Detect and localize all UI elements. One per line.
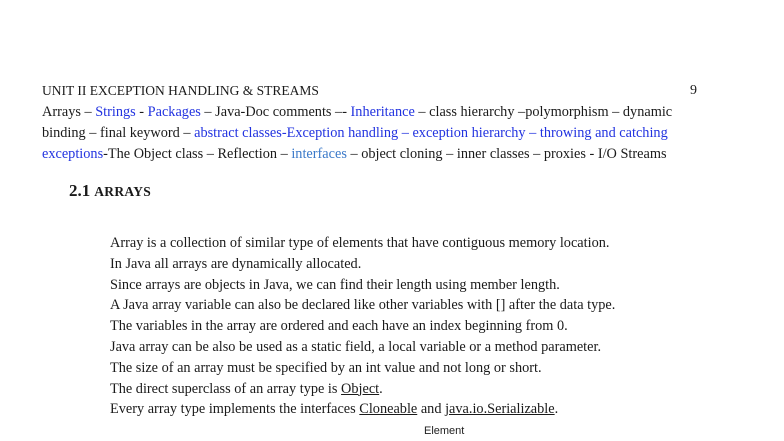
syllabus-text: -The Object class – Reflection – [103, 146, 292, 162]
syllabus-paragraph [42, 102, 780, 165]
syllabus-text: – class hierarchy –polymorphism – dynamic [414, 104, 673, 120]
list-item: Since arrays are objects in Java, we can find their length using member length. [110, 276, 560, 293]
list-item: Array is a collection of similar type of elements that have contiguous memory location. [110, 235, 610, 251]
unit-title: UNIT II EXCEPTION HANDLING & STREAMS [42, 83, 319, 98]
syllabus-text: – Java-Doc comments –- [200, 104, 351, 120]
list-item: Java array can be also be used as a static field, a local variable or a method parameter. [110, 338, 602, 355]
exceptions-link[interactable]: exceptions [42, 146, 104, 162]
interfaces-link[interactable]: interfaces [291, 146, 347, 162]
object-link[interactable]: Object [341, 380, 380, 397]
list-item: The variables in the array are ordered and each have an index beginning from 0. [110, 318, 568, 335]
inheritance-link[interactable]: Inheritance [350, 104, 415, 120]
syllabus-text: Arrays – [42, 104, 96, 120]
serializable-link[interactable]: java.io.Serializable [445, 401, 555, 418]
abstract-classes-exception-link[interactable]: abstract classes-Exception handling – exception hierarchy – throwing and catching [194, 125, 668, 141]
list-item: A Java array variable can also be declared like other variables with [] after the data type. [110, 297, 616, 314]
strings-link[interactable]: Strings [95, 104, 136, 120]
syllabus-text: binding – final keyword – [42, 125, 195, 141]
list-item: The size of an array must be specified by an int value and not long or short. [110, 359, 542, 376]
list-text: Every array type implements the interfaces [110, 401, 360, 418]
list-item-superclass [110, 379, 615, 400]
syllabus-text: - [135, 104, 148, 120]
list-text: and [417, 401, 446, 418]
syllabus-text: – object cloning – inner classes – proxies - I/O Streams [346, 146, 667, 162]
list-item: In Java all arrays are dynamically allocated. [110, 255, 362, 272]
cloneable-link[interactable]: Cloneable [359, 401, 418, 418]
packages-link[interactable]: Packages [147, 104, 201, 120]
list-text: The direct superclass of an array type is [110, 380, 342, 397]
arrays-points-list [110, 233, 615, 420]
section-heading [69, 180, 151, 203]
section-title: ARRAYS [94, 184, 152, 199]
syllabus-line-3 [42, 144, 780, 165]
element-caption: Element [424, 425, 465, 437]
section-number: 2.1 [69, 181, 91, 200]
list-text: . [554, 401, 559, 418]
page-number: 9 [690, 83, 697, 98]
syllabus-line-1 [42, 102, 780, 123]
list-item-interfaces [110, 399, 615, 420]
list-text: . [379, 380, 383, 397]
syllabus-line-2 [42, 123, 780, 144]
